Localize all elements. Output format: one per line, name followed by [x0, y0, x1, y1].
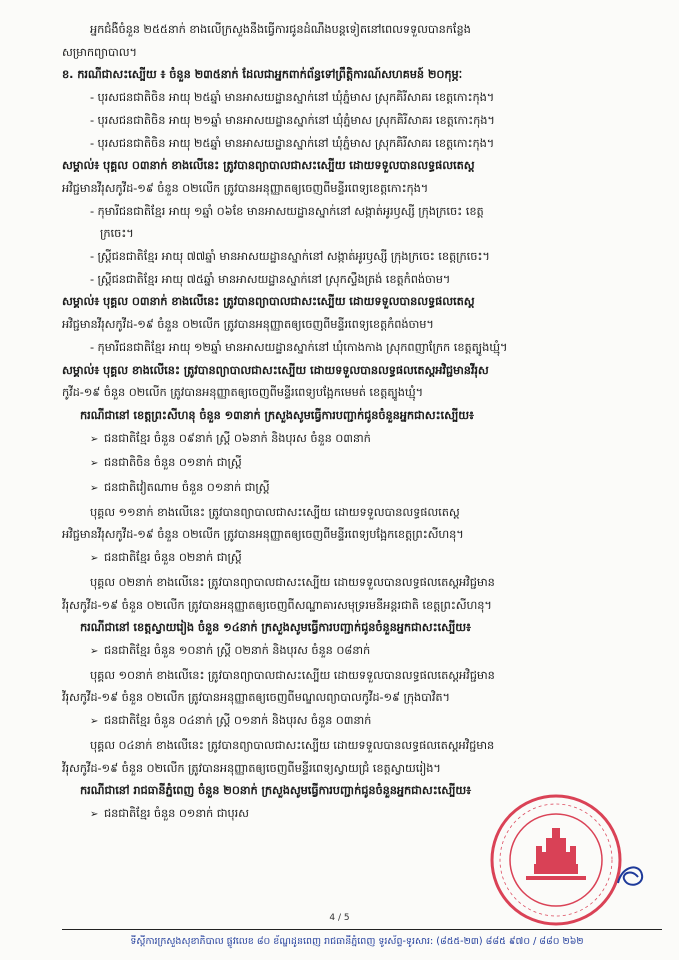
- line-text: បុគ្គល ០៤នាក់ ខាងលើនេះ ត្រូវបានព្យាបាលជាសះស្បើយ ដោយទទួលបានលទ្ធផលតេស្តអវិជ្ជមាន: [90, 737, 495, 752]
- document-line: [62, 404, 634, 427]
- bullet-arrow-icon: ➢: [90, 553, 99, 565]
- line-text: សម្រាកព្យាបាល។: [62, 44, 137, 59]
- signature-mark: [610, 855, 650, 895]
- line-text: ករណីជានៅ ខេត្តស្វាយរៀង ចំនួន ១៤នាក់ ក្រសួងសូមធ្វើការបញ្ជាក់ជូនចំនួនអ្នកជាសះស្បើយ៖: [80, 620, 471, 635]
- bullet-arrow-icon: ➢: [90, 483, 99, 495]
- document-line: [62, 381, 634, 404]
- line-text: ក្រចេះ។: [100, 226, 134, 241]
- document-line: [62, 359, 634, 382]
- line-text: - បុរសជនជាតិចិន អាយុ ២៥ឆ្នាំ មានអាសយដ្ឋានស្នាក់នៅ ឃុំភ្នំមាស ស្រុកគិរីសាគរ ខេត្តកោះកុង។: [90, 90, 495, 105]
- bullet-arrow-icon: ➢: [90, 645, 99, 657]
- line-text: អវិជ្ជមានវីរុសកូវីដ-១៩ ចំនួន ០២លើក ត្រូវបានអនុញ្ញាតឲ្យចេញពីមន្ទីរពេទ្យខេត្តកំពង់ចាម។: [62, 317, 434, 332]
- line-text: - បុរសជនជាតិចិន អាយុ ២១ឆ្នាំ មានអាសយដ្ឋានស្នាក់នៅ ឃុំភ្នំមាស ស្រុកគិរីសាគរ ខេត្តកោះកុង។: [90, 112, 495, 127]
- line-text: អវិជ្ជមានវីរុសកូវីដ-១៩ ចំនួន ០២លើក ត្រូវបានអនុញ្ញាតឲ្យចេញពីមន្ទីរពេទ្យខេត្តកោះកុង។: [62, 180, 429, 195]
- document-line: [62, 546, 634, 571]
- document-line: [62, 313, 634, 336]
- document-line: [62, 336, 634, 359]
- line-text: ខ. ករណីជាសះស្បើយ ៖ ចំនួន ២៣៥នាក់ ដែលជាអ្នកពាក់ព័ន្ធទៅព្រឹត្តិការណ៍សហគមន៍ ២០កុម្ភៈ: [62, 67, 463, 82]
- line-text: កូវីដ-១៩ ចំនួន ០២លើក ត្រូវបានអនុញ្ញាតឲ្យចេញពីមន្ទីរពេទ្យបង្អែកមេមត់ ខេត្តត្បូងឃ្មុំ។: [62, 385, 424, 400]
- line-text: ជនជាតិវៀតណាម ចំនួន ០១នាក់ ជាស្ត្រី: [104, 480, 270, 495]
- document-line: [62, 476, 634, 501]
- document-line: [62, 222, 634, 245]
- line-text: ករណីជានៅ រាជធានីភ្នំពេញ ចំនួន ២០នាក់ ក្រសួងសូមធ្វើការបញ្ជាក់ជូនចំនួនអ្នកជាសះស្បើយ៖: [80, 783, 472, 798]
- line-text: - បុរសជនជាតិចិន អាយុ ២៥ឆ្នាំ មានអាសយដ្ឋានស្នាក់នៅ ឃុំភ្នំមាស ស្រុកគិរីសាគរ ខេត្តកោះកុង។: [90, 135, 495, 150]
- document-line: [62, 109, 634, 132]
- line-text: ជនជាតិខ្មែរ ចំនួន ០២នាក់ ជាស្ត្រី: [104, 550, 242, 565]
- line-text: វីរុសកូវីដ-១៩ ចំនួន ០២លើក ត្រូវបានអនុញ្ញាតឲ្យចេញពីសណ្ឋាគារសមុទ្ររមនីអន្តរជាតិ ខេត្តព្រះសីហនុ។: [62, 597, 492, 612]
- document-line: [62, 664, 634, 687]
- line-text: - កុមារីជនជាតិខ្មែរ អាយុ ១២ឆ្នាំ មានអាសយដ្ឋានស្នាក់នៅ ឃុំកោងកាង ស្រុកពញាក្រែក ខេត្តត្បូងឃ្មុំ។: [90, 339, 508, 354]
- line-text: ជនជាតិខ្មែរ ចំនួន ០១នាក់ ជាបុរស: [104, 805, 249, 820]
- line-text: វីរុសកូវីដ-១៩ ចំនួន ០២លើក ត្រូវបានអនុញ្ញាតឲ្យចេញពីមន្ទីរពេទ្យស្វាយជ្រំ ខេត្តស្វាយរៀង។: [62, 760, 441, 775]
- line-text: ជនជាតិខ្មែរ ចំនួន ១០នាក់ ស្ត្រី ០២នាក់ និងបុរស ចំនួន ០៨នាក់: [104, 642, 371, 657]
- document-line: [62, 132, 634, 155]
- document-line: [62, 616, 634, 639]
- footer-divider: [62, 929, 662, 930]
- line-text: ករណីជានៅ ខេត្តព្រះសីហនុ ចំនួន ១៣នាក់ ក្រសួងសូមធ្វើការបញ្ជាក់ជូនចំនួនអ្នកជាសះស្បើយ៖: [80, 407, 474, 422]
- document-line: [62, 154, 634, 177]
- document-line: [62, 709, 634, 734]
- document-line: [62, 757, 634, 780]
- line-text: បុគ្គល ១០នាក់ ខាងលើនេះ ត្រូវបានព្យាបាលជាសះស្បើយ ដោយទទួលបានលទ្ធផលតេស្តអវិជ្ជមាន: [90, 667, 495, 682]
- footer-address: ទីស្តីការក្រសួងសុខាភិបាល ផ្លូវលេខ ៨០ ខ័ណ្ឌដូនពេញ រាជធានីភ្នំពេញ ទូរស័ព្ទ-ទូរសារ: (៨៥៥-២៣) ៨៨៥ ៩៧០ / ៨៨០ ២៦២: [130, 936, 584, 947]
- document-line: [62, 571, 634, 594]
- line-text: វីរុសកូវីដ-១៩ ចំនួន ០២លើក ត្រូវបានអនុញ្ញាតឲ្យចេញពីមណ្ឌលព្យាបាលកូវីដ-១៩ ក្រុងបាវិត។: [62, 690, 450, 705]
- line-text: សម្គាល់៖ បុគ្គល ខាងលើនេះ ត្រូវបានព្យាបាលជាសះស្បើយ ដោយទទួលបានលទ្ធផលតេស្តអវិជ្ជមានវីរុស: [62, 362, 489, 377]
- bullet-arrow-icon: ➢: [90, 458, 99, 470]
- document-line: [62, 451, 634, 476]
- document-line: [62, 177, 634, 200]
- bullet-arrow-icon: ➢: [90, 716, 99, 728]
- line-text: សម្គាល់៖ បុគ្គល ០៣នាក់ ខាងលើនេះ ត្រូវបានព្យាបាលជាសះស្បើយ ដោយទទួលបានលទ្ធផលតេស្ត: [62, 158, 475, 173]
- ministry-seal: [486, 790, 626, 930]
- document-line: [62, 639, 634, 664]
- line-text: ជនជាតិចិន ចំនួន ០១នាក់ ជាស្ត្រី: [104, 455, 242, 470]
- document-line: [62, 200, 634, 223]
- line-text: - កុមារីជនជាតិខ្មែរ អាយុ ១ឆ្នាំ ០៦ខែ មានអាសយដ្ឋានស្នាក់នៅ សង្កាត់អូរឫស្សី ក្រុងក្រចេះ ខេត្ត: [90, 203, 484, 218]
- line-text: ជនជាតិខ្មែរ ចំនួន ០៩នាក់ ស្ត្រី ០៦នាក់ និងបុរស ចំនួន ០៣នាក់: [104, 430, 371, 445]
- page-number: 4 / 5: [329, 913, 350, 923]
- document-line: [62, 245, 634, 268]
- document-line: [62, 18, 634, 41]
- line-text: បុគ្គល ១១នាក់ ខាងលើនេះ ត្រូវបានព្យាបាលជាសះស្បើយ ដោយទទួលបានលទ្ធផលតេស្ត: [90, 504, 460, 519]
- line-text: ជនជាតិខ្មែរ ចំនួន ០៤នាក់ ស្ត្រី ០១នាក់ និងបុរស ចំនួន ០៣នាក់: [104, 713, 372, 728]
- document-line: [62, 523, 634, 546]
- document-line: [62, 686, 634, 709]
- document-line: [62, 734, 634, 757]
- line-text: សម្គាល់៖ បុគ្គល ០៣នាក់ ខាងលើនេះ ត្រូវបានព្យាបាលជាសះស្បើយ ដោយទទួលបានលទ្ធផលតេស្ត: [62, 294, 475, 309]
- document-line: [62, 86, 634, 109]
- document-line: [62, 268, 634, 291]
- document-line: [62, 594, 634, 617]
- document-line: [62, 427, 634, 452]
- document-line: [62, 63, 634, 86]
- document-body: [62, 18, 634, 827]
- document-line: [62, 290, 634, 313]
- line-text: អ្នកជំងឺចំនួន ២៥៥នាក់ ខាងលើក្រសួងនឹងធ្វើការជូនដំណឹងបន្តទៀតនៅពេលទទួលបានកន្លែង: [90, 22, 471, 36]
- document-line: [62, 501, 634, 524]
- line-text: បុគ្គល ០២នាក់ ខាងលើនេះ ត្រូវបានព្យាបាលជាសះស្បើយ ដោយទទួលបានលទ្ធផលតេស្តអវិជ្ជមាន: [90, 574, 495, 589]
- line-text: អវិជ្ជមានវីរុសកូវីដ-១៩ ចំនួន ០២លើក ត្រូវបានអនុញ្ញាតឲ្យចេញពីមន្ទីរពេទ្យបង្អែកខេត្តព្រះសីហនុ។: [62, 527, 464, 542]
- bullet-arrow-icon: ➢: [90, 433, 99, 445]
- document-line: [62, 41, 634, 64]
- line-text: - ស្ត្រីជនជាតិខ្មែរ អាយុ ៧៧ឆ្នាំ មានអាសយដ្ឋានស្នាក់នៅ សង្កាត់អូរឫស្សី ក្រុងក្រចេះ ខេត្តក្រចេះ។: [90, 249, 490, 264]
- line-text: - ស្ត្រីជនជាតិខ្មែរ អាយុ ៧៥ឆ្នាំ មានអាសយដ្ឋានស្នាក់នៅ ស្រុកស្ទឹងត្រង់ ខេត្តកំពង់ចាម។: [90, 271, 451, 286]
- bullet-arrow-icon: ➢: [90, 808, 99, 820]
